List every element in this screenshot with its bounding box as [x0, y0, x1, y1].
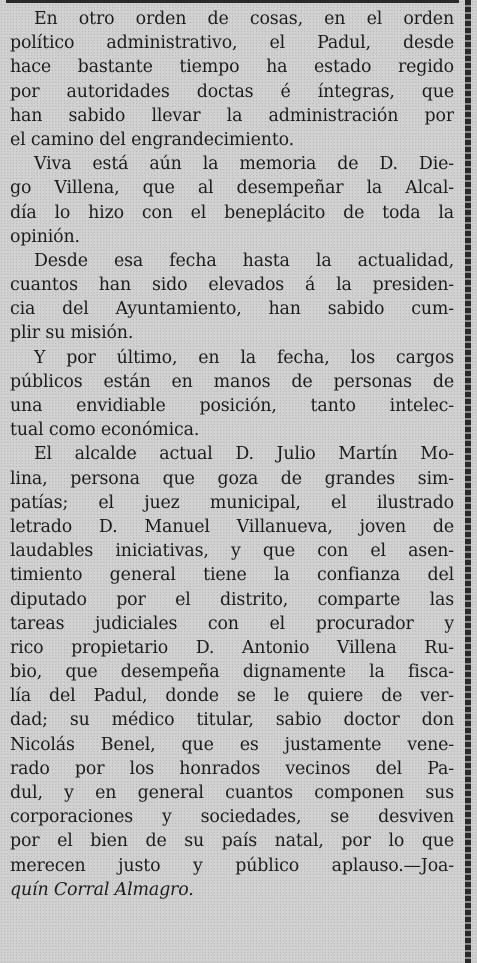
text-line: go Villena, que al desempeñar la Alcal- — [10, 178, 454, 199]
paragraph — [10, 249, 454, 346]
text-line: dad; su médico titular, sabio doctor don — [10, 710, 454, 731]
text-line: En otro orden de cosas, en el orden — [34, 9, 454, 29]
text-line: cuantos han sido elevados á la presiden- — [10, 275, 454, 296]
top-rule — [6, 0, 459, 3]
text-line: tual como económica. — [10, 420, 200, 441]
text-line: rico propietario D. Antonio Villena Ru- — [10, 637, 454, 658]
text-line: Y por último, en la fecha, los cargos — [34, 347, 454, 368]
paragraph — [10, 7, 454, 152]
text-line: por el bien de su país natal, por lo que — [10, 831, 454, 852]
author-signature: quín Corral Almagro. — [10, 879, 194, 900]
text-line: opinión. — [10, 226, 80, 247]
text-line: corporaciones y sociedades, se desviven — [10, 807, 454, 828]
text-line: rado por los honrados vecinos del Pa- — [10, 758, 454, 779]
paragraph — [10, 346, 454, 443]
text-line: día lo hizo con el beneplácito de toda la — [10, 202, 454, 223]
text-line: públicos están en manos de personas de — [10, 371, 454, 392]
paragraph — [10, 152, 454, 249]
column-border — [465, 0, 471, 963]
paragraph — [10, 442, 454, 902]
text-line: letrado D. Manuel Villanueva, joven de — [10, 516, 454, 537]
text-line: merecen justo y público aplauso.—Joa- — [10, 855, 454, 876]
text-line: lía del Padul, donde se le quiere de ver- — [10, 686, 454, 707]
text-line: cia del Ayuntamiento, han sabido cum- — [10, 299, 454, 320]
text-line: hace bastante tiempo ha estado regido — [10, 57, 454, 78]
text-line: por autoridades doctas é íntegras, que — [10, 81, 454, 102]
text-line: una envidiable posición, tanto intelec- — [10, 396, 454, 416]
text-line: patías; el juez municipal, el ilustrado — [10, 492, 454, 513]
text-line: El alcalde actual D. Julio Martín Mo- — [34, 444, 454, 465]
text-line: tareas judiciales con el procurador y — [10, 613, 454, 634]
text-line: timiento general tiene la confianza del — [10, 565, 454, 586]
text-line: diputado por el distrito, comparte las — [10, 589, 454, 610]
article-column — [10, 7, 454, 902]
text-line: laudables iniciativas, y que con el asen- — [10, 541, 454, 562]
text-line: plir su misión. — [10, 323, 134, 344]
text-line: Viva está aún la memoria de D. Die- — [34, 154, 454, 175]
text-line: Nicolás Benel, que es justamente vene- — [10, 734, 454, 755]
text-line: Desde esa fecha hasta la actualidad, — [34, 250, 454, 271]
text-line: lina, persona que goza de grandes sim- — [10, 468, 454, 489]
text-line: bio, que desempeña dignamente la fisca- — [10, 662, 454, 683]
text-line: han sabido llevar la administración por — [10, 105, 454, 126]
text-line: dul, y en general cuantos componen sus — [10, 783, 454, 803]
text-line: político administrativo, el Padul, desde — [10, 33, 454, 54]
text-line: el camino del engrandecimiento. — [10, 129, 295, 150]
